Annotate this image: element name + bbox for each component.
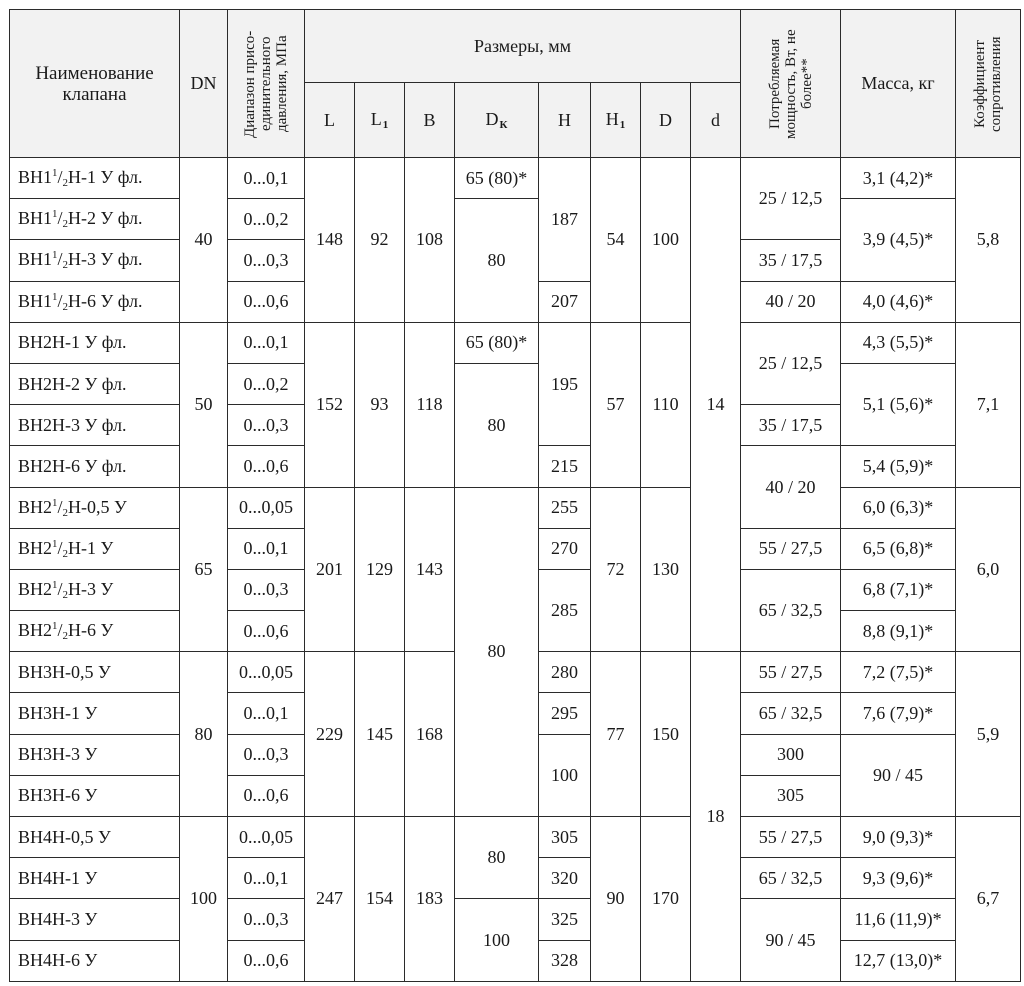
h-cell: 280 [539, 652, 591, 693]
power-cell: 55 / 27,5 [741, 817, 841, 858]
header-d: d [691, 83, 741, 158]
mass-cell: 3,9 (4,5)* [841, 199, 956, 281]
pressure-cell: 0...0,05 [228, 652, 305, 693]
dn-cell: 65 [180, 487, 228, 652]
pressure-cell: 0...0,3 [228, 734, 305, 775]
dn-cell: 100 [180, 817, 228, 982]
B-cell: 118 [405, 322, 455, 487]
header-H: H [539, 83, 591, 158]
L1-cell: 145 [355, 652, 405, 817]
pressure-cell: 0...0,3 [228, 569, 305, 610]
L1-cell: 93 [355, 322, 405, 487]
h-cell: 270 [539, 528, 591, 569]
h-cell: 207 [539, 281, 591, 322]
valve-name: $ВН1^1/2Н-2$ У фл. [10, 199, 180, 240]
valve-name: $ВН2^1/2Н-0,5$ У [10, 487, 180, 528]
B-cell: 143 [405, 487, 455, 652]
valve-name: ВН2Н-6 У фл. [10, 446, 180, 487]
pressure-cell: 0...0,1 [228, 528, 305, 569]
mass-cell: 6,5 (6,8)* [841, 528, 956, 569]
header-H1: $H_1$ [591, 83, 641, 158]
header-mass: Масса, кг [841, 10, 956, 158]
h-cell: 300 [741, 734, 841, 775]
mass-cell: 4,0 (4,6)* [841, 281, 956, 322]
valve-name: ВН3Н-1 У [10, 693, 180, 734]
table-row [10, 158, 1021, 199]
power-cell: 35 / 17,5 [741, 240, 841, 281]
mass-cell: 7,2 (7,5)* [841, 652, 956, 693]
power-cell: 40 / 20 [741, 446, 841, 528]
L-cell: 229 [305, 652, 355, 817]
mass-cell: 11,6 (11,9)* [841, 899, 956, 940]
valve-name: ВН4Н-6 У [10, 940, 180, 981]
header-L: L [305, 83, 355, 158]
L-cell: 152 [305, 322, 355, 487]
power-cell: 65 / 32,5 [741, 569, 841, 651]
dn-cell: 50 [180, 322, 228, 487]
coeff-cell: 6,7 [956, 817, 1021, 982]
dk-cell: 100 [455, 899, 539, 981]
h-cell: 325 [539, 899, 591, 940]
valve-name: ВН4Н-3 У [10, 899, 180, 940]
h-cell: 320 [539, 858, 591, 899]
power-cell: 55 / 27,5 [741, 528, 841, 569]
B-cell: 108 [405, 158, 455, 323]
dk-cell: 80 [455, 487, 539, 817]
valve-name: $ВН2^1/2Н-3$ У [10, 569, 180, 610]
valve-name: ВН2Н-2 У фл. [10, 363, 180, 404]
table-body [10, 158, 1021, 982]
valve-name: ВН4Н-1 У [10, 858, 180, 899]
pressure-cell: 0...0,1 [228, 858, 305, 899]
mass-cell: 5,4 (5,9)* [841, 446, 956, 487]
power-cell: 25 / 12,5 [741, 322, 841, 404]
header-dn: DN [180, 10, 228, 158]
pressure-cell: 0...0,1 [228, 158, 305, 199]
header-coeff: Коэффициент сопротивления [956, 10, 1021, 158]
coeff-cell: 5,9 [956, 652, 1021, 817]
dk-cell: 80 [455, 199, 539, 323]
dk-cell: 65 (80)* [455, 322, 539, 363]
pressure-cell: 0...0,2 [228, 199, 305, 240]
header-pressure: Диапазон присо-единительного давления, МПа [228, 10, 305, 158]
h-cell: 255 [539, 487, 591, 528]
pressure-cell: 0...0,6 [228, 940, 305, 981]
mass-cell: 3,1 (4,2)* [841, 158, 956, 199]
table-row [10, 363, 1021, 404]
H1-cell: 72 [591, 487, 641, 652]
header-D: D [641, 83, 691, 158]
h-cell: 328 [539, 940, 591, 981]
pressure-cell: 0...0,1 [228, 322, 305, 363]
h-cell: 305 [539, 817, 591, 858]
L-cell: 247 [305, 817, 355, 982]
dk-cell: 80 [455, 817, 539, 899]
dk-cell: 100 [539, 734, 591, 816]
h-cell: 195 [539, 322, 591, 446]
D-cell: 110 [641, 322, 691, 487]
valve-name: $ВН2^1/2Н-1$ У [10, 528, 180, 569]
header-Dk: $D_К$ [455, 83, 539, 158]
table-row [10, 322, 1021, 363]
coeff-cell: 6,0 [956, 487, 1021, 652]
power-cell: 55 / 27,5 [741, 652, 841, 693]
coeff-cell: 5,8 [956, 158, 1021, 323]
B-cell: 183 [405, 817, 455, 982]
mass-cell: 8,8 (9,1)* [841, 611, 956, 652]
mass-cell: 9,3 (9,6)* [841, 858, 956, 899]
pressure-cell: 0...0,3 [228, 405, 305, 446]
pressure-cell: 0...0,6 [228, 775, 305, 816]
power-cell: 40 / 20 [741, 281, 841, 322]
pressure-cell: 0...0,6 [228, 446, 305, 487]
header-B: B [405, 83, 455, 158]
coeff-cell: 7,1 [956, 322, 1021, 487]
pressure-cell: 0...0,6 [228, 611, 305, 652]
pressure-cell: 0...0,6 [228, 281, 305, 322]
power-cell: 90 / 45 [741, 899, 841, 981]
H1-cell: 90 [591, 817, 641, 982]
D-cell: 170 [641, 817, 691, 982]
h-cell: 215 [539, 446, 591, 487]
table-row [10, 487, 1021, 528]
h-cell: 295 [539, 693, 591, 734]
d-cell: 18 [691, 652, 741, 982]
dn-cell: 80 [180, 652, 228, 817]
h-cell: 285 [539, 569, 591, 651]
power-cell: 65 / 32,5 [741, 693, 841, 734]
pressure-cell: 0...0,05 [228, 487, 305, 528]
valve-name: $ВН2^1/2Н-6$ У [10, 611, 180, 652]
dk-cell: 65 (80)* [455, 158, 539, 199]
power-cell: 35 / 17,5 [741, 405, 841, 446]
mass-cell: 6,0 (6,3)* [841, 487, 956, 528]
header-sizes: Размеры, мм [305, 10, 741, 83]
dk-cell: 80 [455, 363, 539, 487]
pressure-cell: 0...0,2 [228, 363, 305, 404]
H1-cell: 57 [591, 322, 641, 487]
power-cell: 90 / 45 [841, 734, 956, 816]
pressure-cell: 0...0,1 [228, 693, 305, 734]
mass-cell: 6,8 (7,1)* [841, 569, 956, 610]
L1-cell: 154 [355, 817, 405, 982]
valve-name: ВН3Н-0,5 У [10, 652, 180, 693]
table-row [10, 817, 1021, 858]
H1-cell: 77 [591, 652, 641, 817]
dn-cell: 40 [180, 158, 228, 323]
L1-cell: 129 [355, 487, 405, 652]
valve-name: $ВН1^1/2Н-3$ У фл. [10, 240, 180, 281]
pressure-cell: 0...0,3 [228, 899, 305, 940]
valve-name: ВН4Н-0,5 У [10, 817, 180, 858]
valve-name: ВН2Н-1 У фл. [10, 322, 180, 363]
D-cell: 130 [641, 487, 691, 652]
pressure-cell: 0...0,05 [228, 817, 305, 858]
table-row [10, 899, 1021, 940]
D-cell: 100 [641, 158, 691, 323]
h-cell: 187 [539, 158, 591, 282]
H1-cell: 54 [591, 158, 641, 323]
mass-cell: 7,6 (7,9)* [841, 693, 956, 734]
mass-cell: 4,3 (5,5)* [841, 322, 956, 363]
L-cell: 201 [305, 487, 355, 652]
header-name: Наименование клапана [10, 10, 180, 158]
power-cell: 65 / 32,5 [741, 858, 841, 899]
D-cell: 150 [641, 652, 691, 817]
valve-name: ВН3Н-3 У [10, 734, 180, 775]
mass-cell: 12,7 (13,0)* [841, 940, 956, 981]
pressure-cell: 0...0,3 [228, 240, 305, 281]
header-L1: $L_1$ [355, 83, 405, 158]
valve-name: ВН3Н-6 У [10, 775, 180, 816]
header-power: Потребляемая мощность, Вт, не более** [741, 10, 841, 158]
h-cell: 305 [741, 775, 841, 816]
mass-cell: 5,1 (5,6)* [841, 363, 956, 445]
mass-cell: 9,0 (9,3)* [841, 817, 956, 858]
table-row [10, 199, 1021, 240]
L1-cell: 92 [355, 158, 405, 323]
valve-name: $ВН1^1/2Н-1$ У фл. [10, 158, 180, 199]
B-cell: 168 [405, 652, 455, 817]
L-cell: 148 [305, 158, 355, 323]
valve-spec-table [9, 9, 1021, 982]
power-cell: 25 / 12,5 [741, 158, 841, 240]
valve-name: $ВН1^1/2Н-6$ У фл. [10, 281, 180, 322]
valve-name: ВН2Н-3 У фл. [10, 405, 180, 446]
d-cell: 14 [691, 158, 741, 652]
